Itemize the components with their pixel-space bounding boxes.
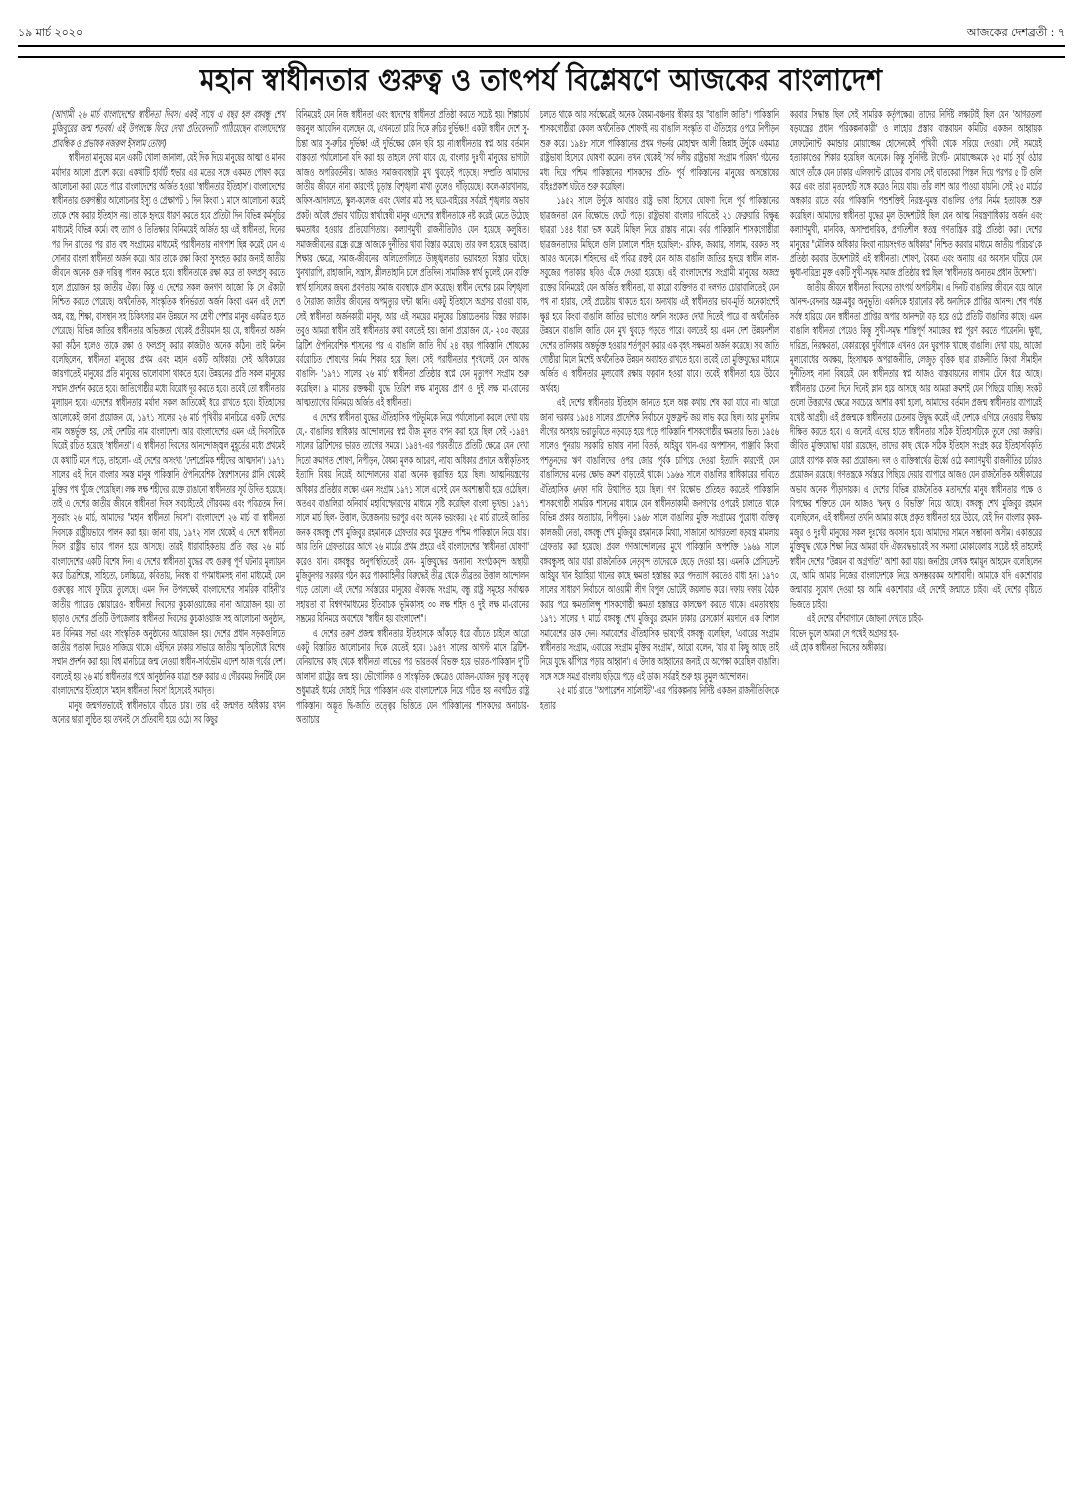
article-paragraph: চলতে থাকে আর সর্বক্ষেত্রেই অনেক বৈষম্য-বঞ্চনার স্বীকার হয় "বাঙালি জাতি"। পাকিস্তানি শাসকগোষ্ঠীরা কেবল অর্থনৈতিক শোষণই নয় বাঙালি সংস্কৃতি বা ঐতিহ্যের ওপরে নিপীড়ন শুরু করে। ১৯৪৮ সালে পাকিস্তানের প্রথম গভর্নর মোহাম্মদ আলী জিন্নাহ উর্দুকে একমাত্র রাষ্ট্রভাষা হিসেবে ঘোষণা করেন। তখন থেকেই 'সর্ব দলীয় রাষ্ট্রভাষা সংগ্রাম পরিষদ' গঠনের মধ্য দিয়ে পশ্চিম পাকিস্তানের শাসকদের প্রতি- পূর্ব পাকিস্তানের মানুষের অসন্তোষের বহিঃপ্রকাশ ঘটতে শুরু করেছিল।: [540, 108, 780, 194]
header-rule-top: [18, 45, 1065, 47]
header-rule-bottom: [18, 56, 1065, 58]
article-paragraph: ২৫ মার্চ রাতে ''অপারেশন সার্চলাইট''-এর পরিকল্পনায় নির্দিষ্ট একজন রাজনীতিবিদকে হত্যার: [540, 684, 780, 712]
article-body: [52, 108, 1043, 1488]
closing-verse-line: এই দেশের বাঁশবাগানে জোছনা দেখতে চাইব-: [806, 612, 924, 626]
article-headline: মহান স্বাধীনতার গুরুত্ব ও তাৎপর্য বিশ্লেষণে আজকের বাংলাদেশ: [200, 63, 883, 98]
article-paragraph: করবার সিদ্ধান্ত ছিল সেই সামরিক কর্তৃপক্ষের। তাদের নির্দিষ্ট লক্ষ্যটাই ছিল যেন 'আগরতলা ষড়যন্ত্রের প্রধান পরিকল্পনাকারী' ও লাহোর প্রস্তাব বাস্তবায়ন কমিটির একজন আহ্বায়ক লেফটেন্যান্ট কমান্ডার মোয়াজ্জেম হোসেনকেই পৃথিবী থেকে সরিয়ে দেওয়া। সেই সময়েই হত্যাকাণ্ডের শিকার হয়েছিল অনেকে। কিন্তু সুনির্দিষ্ট টার্গেট- মোয়াজ্জেমকে ২৫ মার্চ সূর্য ওঠার আগে তাঁকে যেন ঢাকার এলিফ্যান্ট রোডের বাসায় সেই ঘাতকেরা পিস্তল দিয়ে পরপর ৫ টি গুলি করে এবং তারা মৃতদেহটি সঙ্গে করেও নিয়ে যায়। তাঁর লাশ আর পাওয়া যায়নি। সেই ২৫ মার্চের অন্ধকার রাতে বর্বর পাকিস্তানি পশুশক্তিই নিরস্ত্র-ঘুমন্ত বাঙালির ওপর নির্মম হত্যাযজ্ঞ শুরু করেছিল। আমাদের স্বাধীনতা যুদ্ধের মূল উদ্দেশ্যটাই ছিল যেন আত্ম নিয়ন্ত্রণাধিকার অর্জন এবং কল্যাণমুখী, মানবিক, অসাম্প্রদায়িক, প্রগতিশীল স্বতন্ত্র গণতান্ত্রিক রাষ্ট্র প্রতিষ্ঠা করা। দেশের মানুষের "মৌলিক অধিকার কিংবা ন্যায়সংগত অধিকার" নিশ্চিত করবার মাধ্যমে জাতীয় পরিচয়'কে প্রতিষ্ঠা করবার উদ্দেশ্যটাই এই স্বাধীনতা। শোষণ, বৈষম্য এবং অন্যায় এর অবসান ঘটিয়ে যেন ক্ষুধা-দারিদ্র্য মুক্ত একটি সুখী-সমৃদ্ধ সমাজ প্রতিষ্ঠার স্বপ্ন ছিল 'স্বাধীনতার অন্যতম প্রধান উদ্দেশ্য'।: [790, 108, 1042, 280]
article-column-3: [540, 108, 779, 713]
article-paragraph: এ দেশের স্বাধীনতা যুদ্ধের ঐতিহাসিক পটভূমিকে নিয়ে পর্যালোচনা করলে দেখা যায় যে,- বাঙালির স্বাধিকার আন্দোলনের স্বপ্ন বীজ মূলত বপন করা হয়ে ছিল সেই -১৯৪৭ সালের ব্রিটিশদের ভারত ত্যাগের সময়ে। ১৯৪৭-এর পরবর্তীতে প্রতিটি ক্ষেত্রে যেন দেখা দিতো ক্রমাগত শোষণ, নিপীড়ন, বৈষম্য মূলক আচরণ, ন্যায্য অধিকার প্রদানে অস্বীকৃতিসহ ইত্যাদি বিষয় নিয়েই আন্দোলনের যাত্রা অনেক ত্বরান্বিত হয়ে ছিল। আত্মনিয়ন্ত্রণের অধিকার প্রতিষ্ঠার লক্ষ্যে এমন সংগ্রাম ১৯৭১ সালে এসেই যেন অবশ্যম্ভাবী হয়ে ওঠেছিল। অতএব বাঙালিরা অনিবার্য মহাবিস্ফোরণের মাধ্যমে সৃষ্টি করেছিল বাংলা ভূখন্ড। ১৯৭১ সালে মার্চ ছিল- উত্তাল, উত্তেজনায় ভরপুর এবং অনেক ভয়ংকর। ২৫ মার্চ রাতেই জাতির জনক বঙ্গবন্ধু শেখ মুজিবুর রহমানকে গ্রেফতার করে খুবদ্রুত পশ্চিম পাকিস্তানে নিয়ে যায়। আর তিনি গ্রেফতারের আগে ২৬ মার্চের প্রথম প্রহরে এই বাংলাদেশের 'স্বাধীনতা ঘোষণা' করেও যান। বঙ্গবন্ধুর অনুপস্থিতিতেই যেন- মুক্তিযুদ্ধের অন্যান্য সংগঠকবৃন্দ অস্থায়ী মুজিবুনগর সরকার গঠন করে পাকবাহিনীর বিরুদ্ধেই তীব্র থেকে তীব্রতর উত্তাল আন্দোলন গড়ে তোলে। এই দেশের সর্বস্তরের মানুষের ঐক্যবদ্ধ সংগ্রাম, বন্ধু রাষ্ট্র সমূহের সর্বাত্মক সহায়তা বা বিশ্বগণমাধ্যমের ইতিবাচক ভূমিকাসহ ৩০ লক্ষ শহিদ ও দুই লক্ষ মা-বোনের সম্ভ্রমের বিনিময়ে অবশেষে "স্বাধীন হয় বাংলাদেশ"।: [296, 410, 530, 626]
article-paragraph: বিনিময়েই যেন নিজ স্বাধীনতা এবং স্বদেশের স্বাধীনতা প্রতিষ্ঠা করতে সচেষ্ট হয়। শিল্পাচার্য জয়নুল আবেদিন বলেছেন যে, এখনতো চারি দিকে রুচির দুর্ভিক্ষ!! একটা স্বাধীন দেশে সু-চিন্তা আর সু-রুচির দুর্ভিক্ষ! এই দুর্ভিক্ষের কোন ছবি হয় না।স্বাধীনতার স্বপ্ন আর বর্তমান বাস্তবতা পর্যালোচনা যদি করা হয় তাহলে দেখা যাবে যে, বাংলার দুঃখী মানুষের ভাগ্যটা আজও অপরিবর্তনীয়। আজও সমাজব্যবস্থাটা মুখ থুবড়েই পড়েছে। সম্প্রতি আমাদের জাতীয় জীবনে নানা কারণেই চূড়ান্ত বিশৃঙ্খলা মাথা তুলেও দাঁড়িয়েছে। কলে-কারখানায়, অফিস-আদালতে, স্কুল-কলেজ এবং খেলার মাঠ সহ ঘরে-বাইরের সর্বত্রই শৃঙ্খলার অভাব প্রকট। অবৈধ প্রভাব খাটিয়ে স্বার্থান্বেষী মানুষ এদেশের স্বাধীনতাকে নষ্ট করেই মেতে উঠেছে ক্ষমতাধর হওয়ার প্রতিযোগিতায়। কল্যাণমুখী রাজনীতিটাও যেন হয়েছে কলুষিত। সমাজজীবনের রন্ধ্রে রন্ধ্রে আজকে দুর্নীতির থাবা বিস্তার করেছে। তার ফল হয়েছে ভয়াবহ। শিক্ষার ক্ষেত্রে, সমাজ-জীবনের অলিতেগলিতে উচ্ছৃঙ্খলতার ভয়াবহতা বিস্তার ঘটছে। খুনখারাপি, রাহাজানি, সন্ত্রাস, শ্লীলতাহানি চলে প্রতিদিন। সামাজিক স্বার্থ ভুলেই যেন ব্যক্তি স্বার্থ হাসিলের জঘন্য প্রবণতায় সমাজ ব্যবস্থাকে গ্রাস করেছে। স্বাধীন দেশের চরম বিশৃঙ্খলা ও নৈরাজ্য জাতীয় জীবনের অপমৃত্যুর ঘন্টা ধ্বনি। একটু ইতিহাসে অগ্রসর যাওয়া যাক, সেই স্বাধীনতা অর্জনকারী মানুষ, আর এই সময়ের মানুষের চিন্তাচেতনার বিস্তর ফারাক। তবুও আমরা স্বাধীন তাই স্বাধীনতার কথা বলতেই হয়। জানা প্রয়োজন যে,- ২০০ বছরের ব্রিটিশ ঔপনিবেশিক শাসনের পর এ বাঙালি জাতি দীর্ঘ ২৪ বছর পাকিস্তানি শোষকের বর্বরোচিত শোষণের নির্মম শিকার হয়ে ছিল। সেই পরাধীনতার শৃংখলেই যেন আবদ্ধ বাঙালি- '১৯৭১ সালের ২৬ মার্চ' স্বাধীনতা প্রতিষ্ঠার স্বপ্নে যেন মৃত্যুপণ সংগ্রাম শুরু করেছিল। ৯ মাসের রক্তক্ষয়ী যুদ্ধে তিরিশ লক্ষ মানুষের প্রাণ ও দুই লক্ষ মা-বোনের আত্মত্যাগের বিনিময়ে অর্জিত এই স্বাধীনতা।: [296, 108, 530, 410]
article-column-3-frame: [540, 108, 780, 1488]
article-paragraph: এই দেশের স্বাধীনতার ইতিহাস জানতে হলে অল্প কথায় শেষ করা যাবে না। আরো জানা দরকার ১৯৫৪ সালের প্রাদেশিক নির্বাচনে যুক্তফ্রন্ট জয় লাভ করে ছিল। আর মুসলিম লীগের অসহায় ভরাডুবিতে নড়বড়ে হয়ে পড়ে পাকিস্তানি শাসকগোষ্ঠীর ক্ষমতার ভিত। ১৯৫৬ সালেও পুনরায় সরকারি ভাষায় নানা বিতর্ক, আইয়ুব খান-এর অপশাসন, পাঞ্জাবি কিংবা পশতুনদের ঋণ বাঙালিদের ওপর জোর পূর্বক চাপিয়ে দেওয়া ইত্যাদি কারণেই যেন বাঙালিদের মনের ক্ষোভ ক্রমশ বাড়তেই থাকে। ১৯৬৬ সালে বাঙালির স্বাধিকারের দাবিতে ঐতিহাসিক ৬দফা দাবি উত্থাপিত হয়ে ছিল। গণ বিক্ষোভ প্রতিহত করতেই পাকিস্তানি শাসকগোষ্ঠী সামরিক শাসনের মাধ্যমে যেন স্বাধীনতাকামী জনগণের ওপরেই চালাতে থাকে বিভিন্ন প্রকার অত্যাচার, নিপীড়ন। ১৯৬৮ সালে বাঙালির মুক্তি সংগ্রামের পুরোধা ব্যক্তিত্ব কালজয়ী নেতা, বঙ্গবন্ধু শেখ মুজিবুর রহমানকে মিথ্যা, সাজানো আগরতলা ষড়যন্ত্র মামলায় গ্রেফতার করা হয়েছে। প্রবল গণআন্দোলনের মুখে পাকিস্তানি অপশক্তি ১৯৬৯ সালে বঙ্গবন্ধুসহ আর যারা রাজনৈতিক নেতৃবৃন্দ তাদেরকে ছেড়ে দেওয়া হয়। এমনকি প্রেসিডেন্ট আইয়ুব খান ইয়াহিয়া খানের কাছে ক্ষমতা হস্তান্তর করে পদত্যাগ করতেও বাধ্য হন। ১৯৭০ সালের সাধারণ নির্বাচনে আওয়ামী লীগ বিপুল ভোটেই জয়লাভ করে। দফায় দফায় বৈঠক করার পরে ক্ষমতালিপ্সু শাসকগোষ্ঠী ক্ষমতা হস্তান্তরে কালক্ষেপ করতে থাকে। এমতাবস্থায় ১৯৭১ সালের ৭ মার্চে বঙ্গবন্ধু শেখ মুজিবুর রহমান ঢাকার রেসকোর্স ময়দানে এক বিশাল সমাবেশের ডাক দেন। সমাবেশের ঐতিহাসিক ভাষণেই বঙ্গবন্ধু বলেছিল, 'এবারের সংগ্রাম স্বাধীনতার সংগ্রাম, এবারের সংগ্রাম মুক্তির সংগ্রাম', আরো বলেন, 'যার যা কিছু আছে তাই নিয়ে যুদ্ধে ঝাঁপিয়ে পড়ার আহ্বান'। এ উদাত্ত আহ্বানের জন্যই যে অপেক্ষা করেছিল বাঙালি। সঙ্গে সঙ্গে সমগ্র বাংলায় ছড়িয়ে পড়ে এই ডাক। সর্বত্রই শুরু হয় তুমুল আন্দোলন।: [540, 396, 780, 683]
article-paragraph: স্বাধীনতা মানুষের মনে একটি খোলা জানালা, যেই দিক দিয়ে মানুষের আত্মা ও মানব মর্যাদার আলো প্রবেশ করে। একথাটি হার্বার্ট হুভার এর মতের সঙ্গে একমত পোষণ করে আলোচনা করা যেতে পারে বাংলাদেশের অর্জিত হওয়া 'স্বাধীনতার ইতিহাস'। বাংলাদেশের স্বাধীনতার গুরুগম্ভীর আলোচনার ইস্যু ও প্রেক্ষাপট ১ দিন কিংবা ১ মাসে আলোচনা করেই তাকে শেষ করার ইতিহাস নয়। তাকে হৃদয়ে ধারণ করতে হবে প্রতিটা দিন বিভিন্ন কর্মসূচির মাধ্যমেই বিভিন্ন কর্মে। বহু ত্যাগ ও তিতিক্ষার বিনিময়েই অর্জিত হয় এই স্বাধীনতা, দিনের পর দিন রাতের পর রাত বহু সংগ্রামের মাধ্যমেই পরাধীনতার নাগপাশ ছিন্ন করেই যেন এ সোনার বাংলা স্বাধীনতা অর্জন করে। আর তাকে রক্ষা কিংবা সুসংহত করার জন্যই জাতীয় জীবনে অনেক গুরু দায়িত্ব পালন করতে হবে। স্বাধীনতাকে রক্ষা করে তা ফলপ্রসূ করতে হলে প্রয়োজন হয় জাতীয় ঐক্য। কিন্তু এ দেশের সকল জনগণ আজো কি সে ঐক্যটা নিশ্চিত করতে পেরেছে। অর্থনৈতিক, সাংস্কৃতিক স্বনির্ভরতা অর্জন কিংবা এমন এই দেশে অন্ন, বস্ত্র, শিক্ষা, বাসস্থান সহ চিকিৎসার মান উন্নয়নে সব শ্রেণী পেশার মানুষ একত্রিত হতে পেরেছে। বিভিন্ন জাতির স্বাধীনতার অভিজ্ঞতা থেকেই প্রতীয়মান হয় যে, স্বাধীনতা অর্জন করা কঠিন হলেও তাকে রক্ষা ও ফলপ্রসূ করার কাজটাও অনেক কঠিন। তাই মিল্টন বলেছিলেন, স্বাধীনতা মানুষের প্রথম এবং মহান একটি অধিকার। সেই অধিকারের জায়গাতেই মানুষের প্রতি মানুষের ভালোবাসা থাকতে হবে। উন্নয়নের প্রতি সকল মানুষের সম্মান প্রদর্শন করতে হবে। জাতিগোষ্ঠীর মধ্যে বিরোধ দূর করতে হবে। তবেই তো স্বাধীনতার মূল্যায়ন হবে। এদেশের স্বাধীনতার মর্যাদা সকল জাতিকেই ধরে রাখতে হবে। ইতিহাসের আলোকেই জানা প্রয়োজন যে, ১৯৭১ সালের ২৬ মার্চ পৃথিবীর মানচিত্রে একটি দেশের নাম অন্তর্ভুক্ত হয়, সেই দেশটির নাম বাংলাদেশ। আর বাংলাদেশের এমন এই দিবসটিকে ঘিরেই রচিত হয়েছে 'স্বাধীনতা'। এ স্বাধীনতা দিবসের আনন্দোজ্জ্বল মুহূর্তের মধ্যে প্রথমেই যে কথাটি মনে পড়ে, তাহলো- এই দেশের অসংখ্য 'দেশপ্রেমিক শহীদের আত্মদান'। ১৯৭১ সালের এই দিনে বাংলার সমস্ত মানুষ পাকিস্তানি ঔপনিবেশিক স্বৈরশাসনের গ্লানি থেকেই মুক্তির পথ খুঁজে পেয়েছিল। লক্ষ লক্ষ শহীদের রক্তে রাঙানো স্বাধীনতার সূর্য উদিত হয়েছে। তাই এ দেশের জাতীয় জীবনে স্বাধীনতা দিবস সবচাইতেই গৌরবময় এবং পবিত্রতম দিন। সুতরাং ২৬ মার্চ, আমাদের "মহান স্বাধীনতা দিবস"। বাংলাদেশে ২৬ মার্চ বা স্বাধীনতা দিবসকে রাষ্ট্রীয়ভাবে পালন করা হয়। জানা যায়, ১৯৭২ সাল থেকেই এ দেশে স্বাধীনতা দিবস রাষ্ট্রীয় ভাবে পালন হয়ে আসছে। তারই ধারাবাহিকতায় প্রতি বছর ২৬ মার্চ বাংলাদেশের একটি বিশেষ দিন। এ দেশের স্বাধীনতা যুদ্ধের বহু গুরুত্ব পূর্ণ ঘটনার মূল্যায়ন করে চিত্রশিল্পে, সাহিত্যে, চলচ্চিত্রে, কবিতায়, নিবন্ধ বা গণমাধ্যমসহ নানা মাধ্যমেই যেন গুরুত্বের সাথে ফুটিয়ে তুলেছে। এমন দিন উপলক্ষেই বাংলাদেশের সামরিক বাহিনী'র জাতীয় প্যারেড স্কোয়ারেও- স্বাধীনতা দিবসের কুচকাওয়াজের নানা আয়োজন হয়। তা ছাড়াও দেশের প্রতিটি উপজেলায় স্বাধীনতা দিবসের কুচকাওয়াজ সহ আলোচনা অনুষ্ঠান, মত বিনিময় সভা এবং সাংস্কৃতিক অনুষ্ঠানের আয়োজন হয়। দেশের প্রধান সড়কগুলিতে জাতীয় পতাকা দিয়েও সাজিয়ে থাকে। এইদিনে ঢাকার সাভারে জাতীয় স্মৃতিসৌধে বিশেষ সম্মান প্রদর্শন করা হয়। বিশ্ব মানচিত্রে জন্ম নেওয়া স্বাধীন-সার্বভৌম এদেশ আজ গর্বের দেশ। বলতেই হয় ২৬ মার্চ স্বাধীনতার পথে আনুষ্ঠানিক যাত্রা শুরু করার এ গৌরবময় দিনটিই যেন বাংলাদেশের ইতিহাসে 'মহান স্বাধীনতা দিবস' হিসেবেই সমাদৃত।: [52, 151, 286, 698]
article-column-2-frame: [296, 108, 530, 1488]
article-paragraph: এ দেশের তরুণ প্রজন্ম স্বাধীনতার ইতিহাসকে আঁকড়ে ধরে বাঁচতে চাইলে আরো একটু বিস্তারিত আলোচনার দিকে যেতেই হবে। ১৯৪৭ সালের আগস্ট মাসে ব্রিটিশ-বেনিয়াদের কাছ থেকে স্বাধীনতা লাভের পর ভারতবর্ষ বিভক্ত হয়ে ভারত-পাকিস্তান দু'টি আলাদা রাষ্ট্রের জন্ম হয়। ভৌগোলিক ও সাংস্কৃতিক ক্ষেত্রেও যোজন-যোজন দূরত্ব সত্ত্বে শুধুমাত্রই ধর্মের দোহাই দিয়ে পাকিস্তান এবং বাংলাদেশকে নিয়ে গঠিত হয় নবগঠিত রাষ্ট্র পাকিস্তান। অদ্ভূত দ্বি-জাতি তত্ত্বের ভিত্তিতে যেন পাকিস্তানের শাসকদের অনাচার-অত্যাচার: [296, 626, 530, 727]
article-column-1-frame: [52, 108, 286, 1488]
closing-verse-line: বিভেদ ভুলে আমরা সে পথেই অগ্রসর হব-: [790, 626, 899, 640]
article-headline-wrap: [18, 60, 1065, 102]
page-header: [18, 22, 1065, 42]
article-paragraph: জাতীয় জীবনে স্বাধীনতা দিবসের তাৎপর্য অপরিসীম। এ দিনটি বাঙালির জীবনে বয়ে আনে আনন্দ-বেদনার অম্ল-মধুর অনুভূতি। একদিকে হারানোর কষ্ট অন্যদিকে প্রাপ্তির আনন্দ। শেষ পর্যন্ত সর্বস্ব হারিয়ে যেন স্বাধীনতা প্রাপ্তির অপার আনন্দটা বড় হয়ে ওঠে প্রতিটি বাঙালির কাছে। এমন বাঙালি স্বাধীনতা পেয়েও কিন্তু সুখী-সমৃদ্ধ শান্তিপূর্ণ সমাজের স্বপ্ন পূরণ করতে পারেননি। ক্ষুধা, দারিদ্র্য, নিরক্ষরতা, বেকারত্বের দুর্বিপাকে এখনও যেন ঘুরপাক খাচ্ছে বাঙালি। দেখা যায়, আজো মূল্যবোধের অবক্ষয়, হিংসাত্মক অপরাজনীতি, লেজুড় বৃত্তিক ছাত্র রাজনীতি কিংবা সীমাহীন দুর্নীতিসহ নানা বিষয়েই যেন স্বাধীনতার স্বপ্ন আজও বাস্তবায়নের লাগাম টেনে ধরে আছে। স্বাধীনতার চেতনা দিনে দিনেই ম্লান হয়ে আসছে আর আমরা ক্রমশই যেন পিছিয়ে যাচ্ছি। সংকট গুলো উত্তরণের ক্ষেত্রে সবচেয়ে আশার কথা হলো, আমাদের বর্তমান প্রজন্ম স্বাধীনতার ব্যাপারেই যথেষ্ট আগ্রহী। এই প্রজন্মকে স্বাধীনতার চেতনায় উদ্বুদ্ধ করেই এই দেশকে এগিয়ে নেওয়ার দীক্ষায় দীক্ষিত করতে হবে। এ জন্যেই এদের হাতে স্বাধীনতার সঠিক ইতিহাসটিকে তুলে দেয়া জরুরি। জীবিত মুক্তিযোদ্ধা যারা রয়েছেন, তাদের কাছ থেকে সঠিক ইতিহাস সংগ্রহ করে ইতিহাসবিকৃতি রোধে ব্যাপক কাজ করা প্রয়োজন। দল ও ব্যক্তিস্বার্থের ঊর্ধ্বে ওঠে কল্যাণমুখী রাজনীতির চর্চারও প্রয়োজন রয়েছে। গণতন্ত্রকে সর্বস্তরে পিছিয়ে দেয়ার ব্যাপারে আজও যেন রাজনৈতিক অঙ্গীকারের অভাব অনেক পীড়াদায়ক। এ দেশের বিভিন্ন রাজনৈতিক মতাদর্শের মানুষ স্বাধীনতার পক্ষে ও বিপক্ষের শক্তিতে যেন আজও 'দ্বন্দ্ব ও বিভক্তি' নিয়ে আছে। বঙ্গবন্ধু শেখ মুজিবুর রহমান বলেছিলেন, এই স্বাধীনতা তখনি আমার কাছে প্রকৃত স্বাধীনতা হয়ে উঠবে, যেই দিন বাংলার কৃষক-মজুর ও দুঃখী মানুষের সকল দুঃখের অবসান হবে। আমাদের সামনে সম্ভাবনা অসীম। একাত্তরের মুক্তিযুদ্ধ থেকে শিক্ষা নিয়ে আমরা যদি ঐক্যবদ্ধভাবেই সব সমস্যা মোকাবেলায় সচেষ্ট হই তাহলেই স্বাধীন দেশের "উন্নয়ন বা অগ্রগতি'' আশা করা যায়। জনপ্রিয় লেখক হুমায়ূন আহমেদ বলেছিলেন যে, আমি আমার নিজের বাংলাদেশকে নিয়ে অসম্ভবরকম আশাবাদী। আমাকে যদি একশোবার জন্মাবার সুযোগ দেওয়া হয় আমি একশোবার এই দেশেই জন্মাতে চাইব। এই দেশের বৃষ্টিতে ভিজতে চাইব।: [790, 280, 1042, 611]
newspaper-name-page-number: আজকের দেশব্রতী : ৭: [966, 26, 1065, 39]
closing-verse-line: এই হোক স্বাধীনতা দিবসের অঙ্গীকার।: [790, 641, 887, 655]
article-column-4: [790, 108, 1042, 655]
article-paragraph: ১৯৫২ সালে উর্দুকে আবারও রাষ্ট্র ভাষা হিসেবে ঘোষণা দিলে পূর্ব পাকিস্তানের ছাত্রজনতা যেন বিক্ষোভে ফেটে পড়ে। রাষ্ট্রভাষা বাংলার দাবিতেই ২১ ফেব্রুয়ারি বিক্ষুব্ধ ছাত্ররা ১৪৪ ধারা ভঙ্গ করেই মিছিল নিয়ে রাস্তায় নামে। বর্বর পাকিস্তানি শাসকগোষ্ঠীরা ছাত্রজনতাদের মিছিলে গুলি চালালে শহিদ হয়েছিল:- রফিক, জব্বার, সালাম, বরকত সহ আরও অনেকে। শহিদদের এই পবিত্র রক্তই যেন আজ বাঙালি জাতির হৃদয়ে স্বাধীন লাল-সবুজের পতাকার ছবিও এঁকে দেওয়া হয়েছে। এই বাংলাদেশের সংগ্রামী মানুষের অজস্র রক্তের বিনিময়েই যেন অর্জিত স্বাধীনতা, যা কারো ব্যক্তিগত বা দলগত চোরাবালিতেই যেন পথ না হারায়, সেই প্রচেষ্টায় থাকতে হবে। অন্যথায় এই স্বাধীনতার ভাব-মূর্তি অনেকাংশেই ক্ষুণ্ণ হবে কিংবা বাঙালি জাতির ভাগ্যেও অশনি সংকেত দেখা দিতেই পারে বা অর্থনৈতিক উন্নয়নে বাঙালি জাতি যেন মুখ থুবড়ে পড়তে পারে। বলতেই হয় এমন দেশ উন্নয়নশীল দেশের তালিকায় অন্তর্ভুক্ত হওয়ার শর্তপূরণ করার এক বৃহৎ সক্ষমতা অর্জন করেছে। সব জাতি গোষ্ঠীরা মিলে মিশেই অর্থনৈতিক উন্নয়ন অব্যাহত রাখতে হবে। তবেই তো মুক্তিযুদ্ধের মাধ্যমে অর্জিত এ স্বাধীনতার মূল্যবোধ রক্ষায় যত্নবান হওয়া যাবে। তবেই স্বাধীনতা হয়ে উঠবে অর্থবহ।: [540, 194, 780, 395]
issue-date: ১৯ মার্চ ২০২০: [18, 26, 84, 39]
article-paragraph: মানুষ জন্মগতভাবেই স্বাধীনভাবে বাঁচতে চায়। তার এই জন্মগত অধিকার যখন অন্যের দ্বারা লুণ্ঠিত হয় তখনই সে প্রতিবাদী হয়ে ওঠে। সব কিছুর: [52, 698, 286, 727]
article-column-1: [52, 108, 285, 727]
article-column-4-frame: [790, 108, 1043, 1488]
article-column-2: [296, 108, 529, 727]
article-intro-note: (আগামী ২৬ মার্চ বাংলাদেশের স্বাধীনতা দিবস। একই সাথে এ বছর হল বঙ্গবন্ধু শেখ মুজিবুরের জন্ম শতবর্ষ। এই উপলক্ষে ফিরে দেখা প্রতিবেদনটি পাঠিয়েছেন বাংলাদেশের প্রাবন্ধিক ও প্রভাষক নজরুল ইসলাম তোফা): [52, 108, 286, 150]
